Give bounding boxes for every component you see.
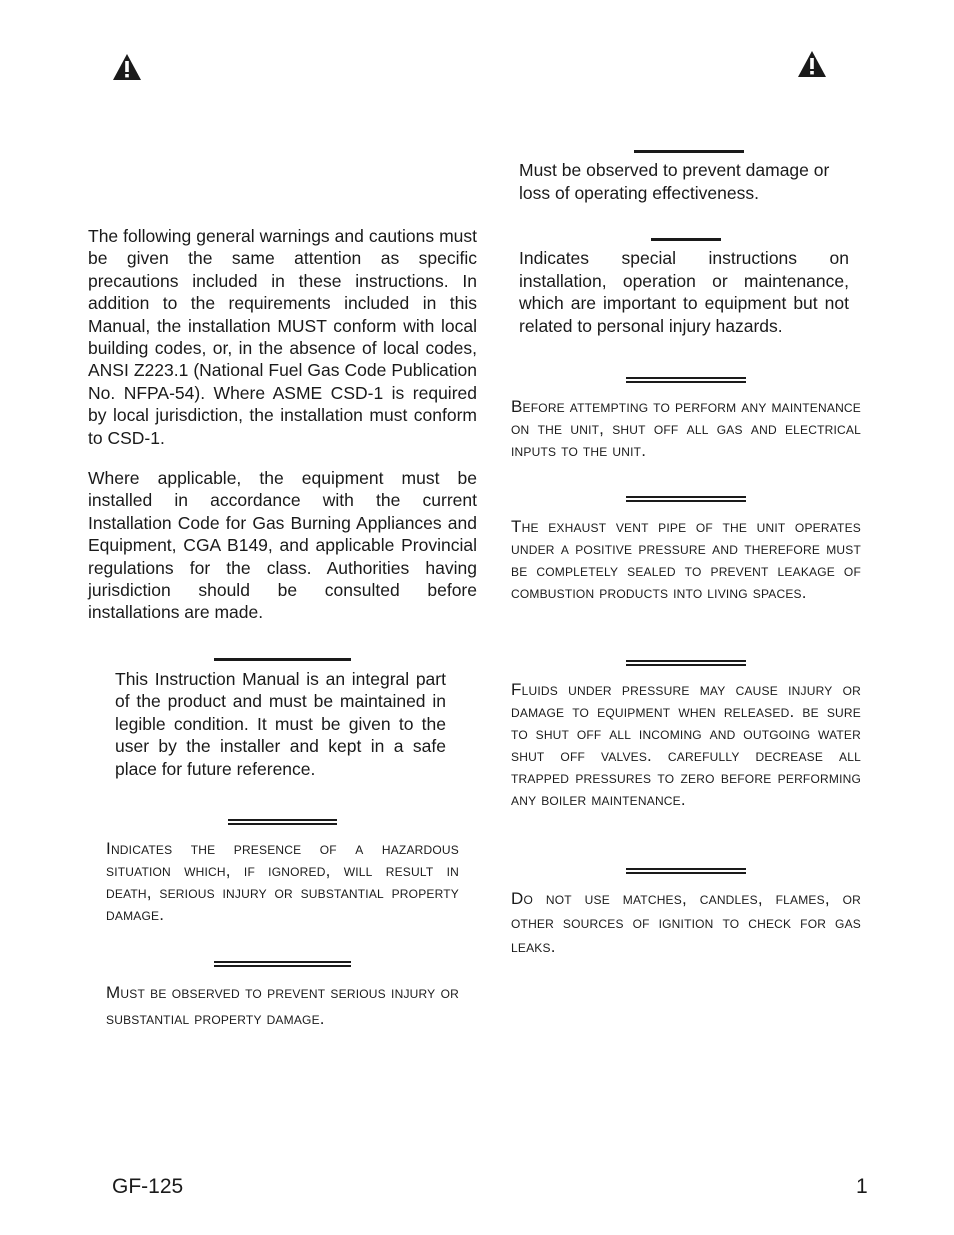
gas-leak-warning: Do not use matches, candles, flames, or other sources of ignition to check for gas leaks. [511,889,861,956]
heading-rule [626,868,746,874]
heading-rule [634,150,744,153]
applicable-codes-paragraph: Where applicable, the equipment must be installed in accordance with the current Installation Code for Gas Burning Appliances and Equipment, CGA B149, and applicable Provincial regulations for the class. Authorities having jurisdiction should be consulted before installations are made. [88,468,477,623]
heading-rule [214,658,351,661]
heading-rule [228,819,337,825]
general-warnings-paragraph: The following general warnings and cautions must be given the same attention as specific precautions included in these instructions. In addition to the requirements included in this Manual, the installation MUST conform with local building codes, or, in the absence of local codes, ANSI Z223.1 (National Fuel Gas Code Publication No. NFPA-54). Where ASME CSD-1 is required by local jurisdiction, the installation must conform to CSD-1. [88,226,477,448]
shut-off-inputs-warning: Before attempting to perform any maintenance on the unit, shut off all gas and electrical inputs to the unit. [511,397,862,460]
heading-rule [626,496,746,502]
document-code: GF-125 [112,1175,184,1198]
note-definition-text: Indicates special instructions on installation, operation or maintenance, which are important to equipment but not related to personal injury hazards. [519,248,849,336]
caution-definition-text: Must be observed to prevent damage or loss of operating effectiveness. [519,160,830,203]
danger-definition-text: Indicates the presence of a hazardous situation which, if ignored, will result in death, serious injury or substantial property damage. [106,839,459,924]
warning-triangle-icon [797,50,827,78]
manual-note-text: This Instruction Manual is an integral part of the product and must be maintained in legible condition. It must be given to the user by the installer and kept in a safe place for future reference. [115,669,446,779]
warning-definition-text: Must be observed to prevent serious injury or substantial property damage. [106,983,459,1028]
exhaust-vent-warning: The exhaust vent pipe of the unit operates under a positive pressure and therefore must be completely sealed to prevent leakage of combustion products into living spaces. [511,517,861,602]
pressurized-fluids-warning: Fluids under pressure may cause injury or damage to equipment when released. be sure to shut off all incoming and outgoing water shut off valves. carefully decrease all trapped pressures to zero before performing any boiler maintenance. [511,680,861,809]
warning-triangle-icon [112,53,142,81]
heading-rule [214,961,351,967]
page-number: 1 [856,1175,868,1198]
heading-rule [626,660,746,666]
heading-rule [651,238,721,241]
heading-rule [626,377,746,383]
